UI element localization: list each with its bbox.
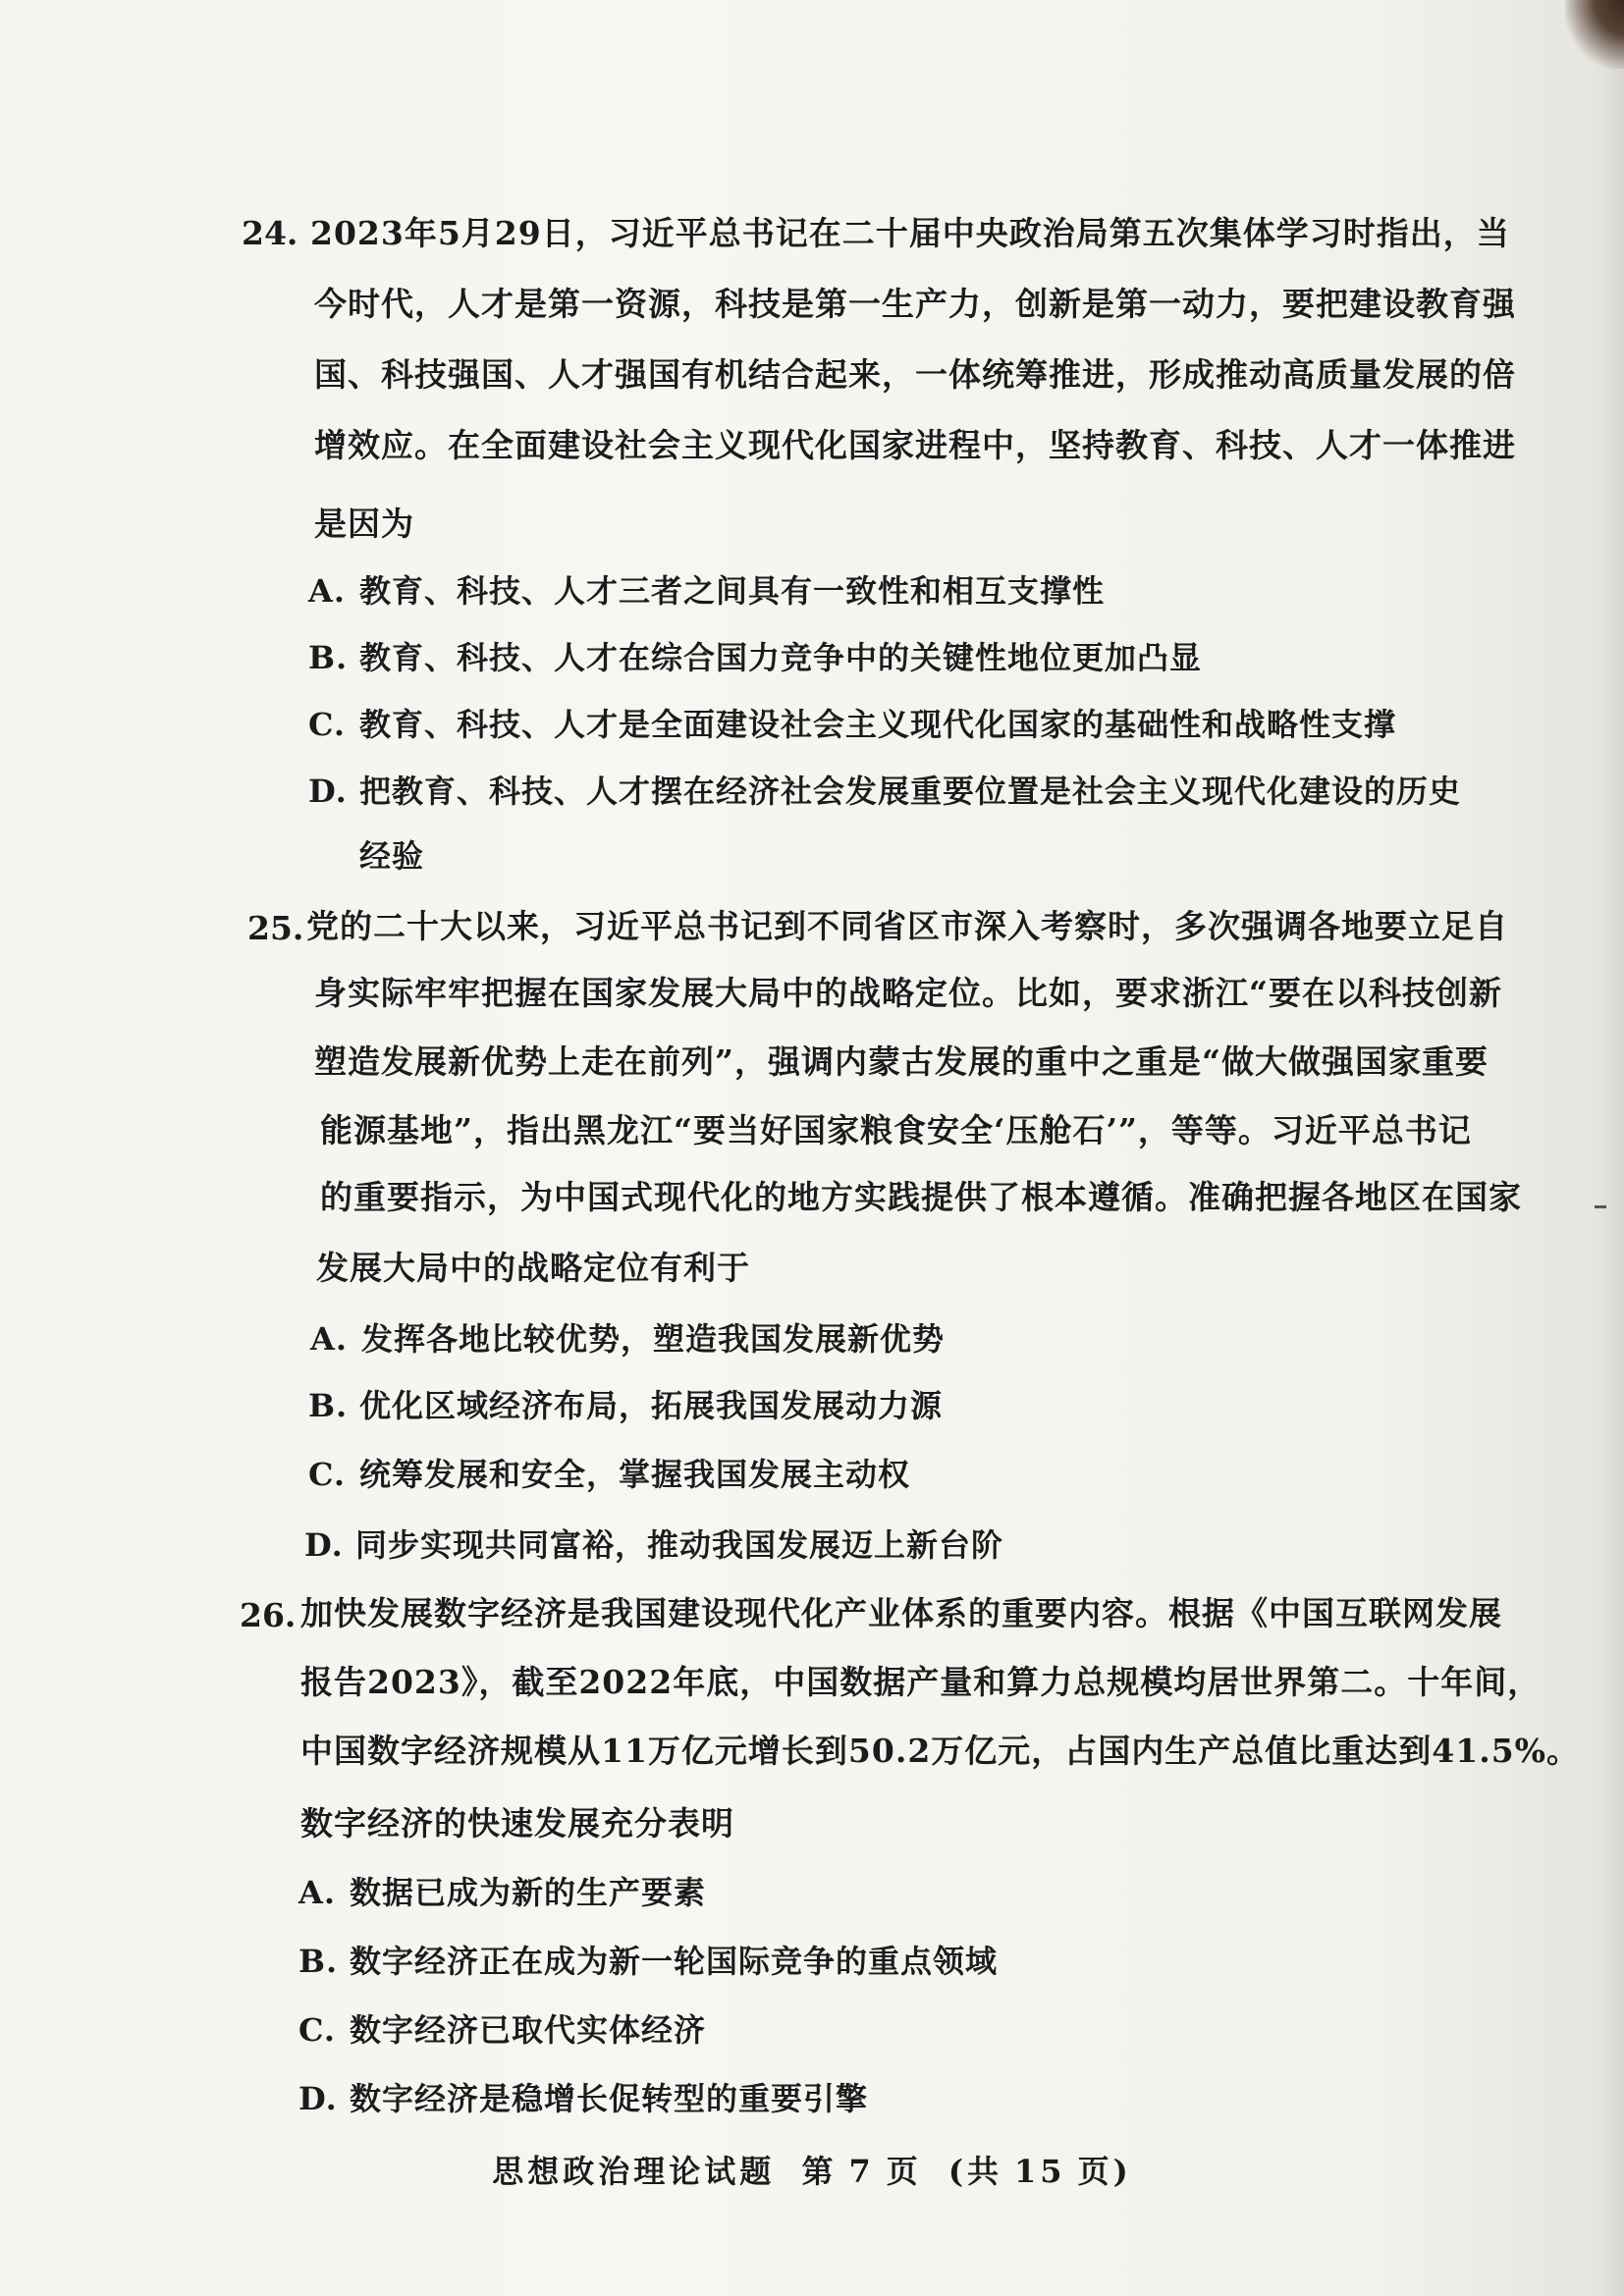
margin-mark <box>1595 1205 1606 1208</box>
question-stem-line: 能源基地”，指出黑龙江“要当好国家粮食安全‘压舱石’”，等等。习近平总书记 <box>320 1111 1472 1149</box>
option-a <box>308 571 1105 611</box>
option-letter: A. <box>308 572 346 610</box>
option-text: 数字经济已取代实体经济 <box>350 2011 707 2049</box>
option-text: 发挥各地比较优势，塑造我国发展新优势 <box>361 1320 946 1358</box>
option-c <box>308 1455 910 1494</box>
question-stem-line: 的重要指示，为中国式现代化的地方实践提供了根本遵循。准确把握各地区在国家 <box>320 1178 1522 1216</box>
option-letter: C. <box>298 2011 337 2049</box>
footer-page-suffix: 页 <box>886 2153 922 2190</box>
question-stem-line: 是因为 <box>314 505 414 543</box>
option-b <box>308 1386 943 1425</box>
option-b <box>298 1942 998 1981</box>
option-text: 教育、科技、人才在综合国力竞争中的关键性地位更加凸显 <box>359 639 1203 676</box>
option-text: 教育、科技、人才是全面建设社会主义现代化国家的基础性和战略性支撑 <box>359 706 1397 743</box>
question-stem-line: 身实际牢牢把握在国家发展大局中的战略定位。比如，要求浙江“要在以科技创新 <box>314 974 1502 1012</box>
option-text: 数字经济正在成为新一轮国际竞争的重点领域 <box>350 1943 999 1980</box>
option-text: 教育、科技、人才三者之间具有一致性和相互支撑性 <box>359 572 1106 610</box>
option-d <box>308 772 1461 811</box>
question-stem-line: 增效应。在全面建设社会主义现代化国家进程中，坚持教育、科技、人才一体推进 <box>314 426 1516 464</box>
option-text: 优化区域经济布局，拓展我国发展动力源 <box>359 1387 944 1424</box>
question-stem-line: 塑造发展新优势上走在前列”，强调内蒙古发展的重中之重是“做大做强国家重要 <box>314 1042 1489 1081</box>
question-stem-line: 2023年5月29日，习近平总书记在二十届中央政治局第五次集体学习时指出，当 <box>310 214 1510 252</box>
question-stem-line: 中国数字经济规模从11万亿元增长到50.2万亿元，占国内生产总值比重达到41.5%。 <box>300 1732 1581 1770</box>
footer-total-close: 页) <box>1077 2153 1132 2190</box>
option-letter: B. <box>308 1387 349 1424</box>
option-letter: D. <box>304 1526 344 1564</box>
question-number: 26. <box>240 1596 297 1634</box>
question-stem-line: 发展大局中的战略定位有利于 <box>316 1249 750 1287</box>
option-letter: A. <box>298 1874 336 1911</box>
footer-page-number: 7 <box>848 2153 875 2190</box>
page-footer <box>0 2152 1624 2191</box>
option-text: 把教育、科技、人才摆在经济社会发展重要位置是社会主义现代化建设的历史 <box>359 773 1462 810</box>
option-letter: B. <box>308 639 349 676</box>
option-letter: A. <box>310 1320 348 1358</box>
option-text: 统筹发展和安全，掌握我国发展主动权 <box>359 1456 911 1493</box>
footer-total-open: (共 <box>947 2153 1003 2190</box>
question-stem-line: 今时代，人才是第一资源，科技是第一生产力，创新是第一动力，要把建设教育强 <box>314 285 1516 323</box>
question-stem-line: 报告2023》，截至2022年底，中国数据产量和算力总规模均居世界第二。十年间， <box>300 1663 1542 1701</box>
footer-subject: 思想政治理论试题 <box>492 2153 776 2190</box>
option-d <box>298 2079 868 2118</box>
option-letter: B. <box>298 1943 339 1980</box>
question-number: 25. <box>247 909 304 947</box>
option-b <box>308 638 1202 677</box>
option-letter: D. <box>308 773 348 810</box>
option-a <box>310 1319 945 1359</box>
question-stem-line: 党的二十大以来，习近平总书记到不同省区市深入考察时，多次强调各地要立足自 <box>306 907 1508 945</box>
question-number: 24. <box>242 214 298 252</box>
option-text: 数字经济是稳增长促转型的重要引擎 <box>350 2080 869 2117</box>
option-letter: C. <box>308 1456 347 1493</box>
question-stem-line: 加快发展数字经济是我国建设现代化产业体系的重要内容。根据《中国互联网发展 <box>300 1594 1502 1632</box>
option-text: 同步实现共同富裕，推动我国发展迈上新台阶 <box>355 1526 1004 1564</box>
option-letter: D. <box>298 2080 338 2117</box>
option-a <box>298 1873 706 1912</box>
question-stem-line: 国、科技强国、人才强国有机结合起来，一体统筹推进，形成推动高质量发展的倍 <box>314 355 1516 394</box>
option-letter: C. <box>308 706 347 743</box>
question-stem-line: 数字经济的快速发展充分表明 <box>300 1804 734 1842</box>
footer-total-pages: 15 <box>1014 2153 1066 2190</box>
page-edge-shadow <box>1598 0 1624 2296</box>
footer-page-prefix: 第 <box>801 2153 838 2190</box>
option-text: 数据已成为新的生产要素 <box>350 1874 707 1911</box>
option-d-continuation: 经验 <box>359 837 425 875</box>
option-c <box>308 705 1396 744</box>
option-d <box>304 1525 1003 1565</box>
option-c <box>298 2010 706 2050</box>
